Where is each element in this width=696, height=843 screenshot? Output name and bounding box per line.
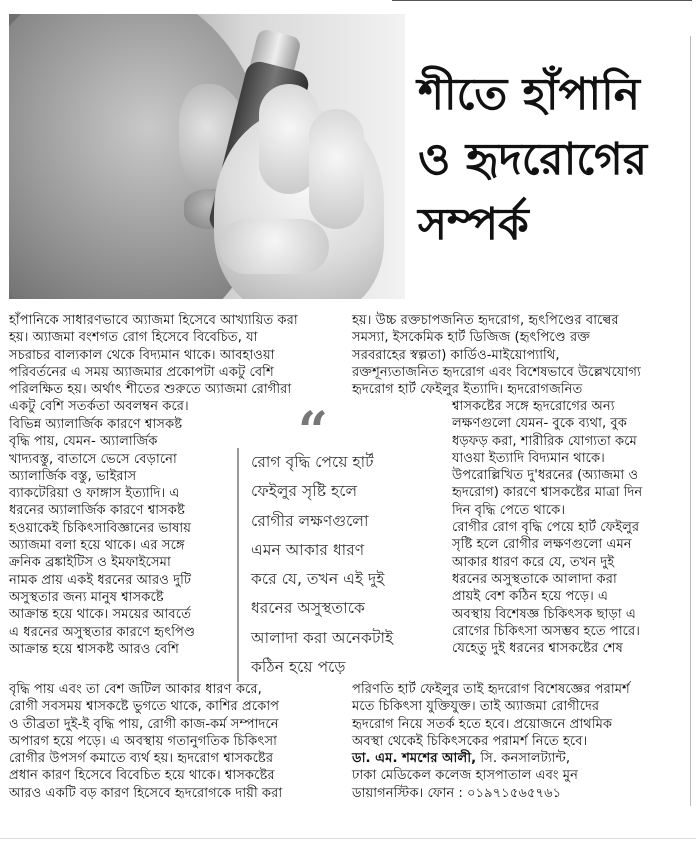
masthead-tail-rule xyxy=(392,0,692,1)
pull-quote-line: রোগীর লক্ষণগুলো xyxy=(251,511,369,530)
text-line: শ্বাসকষ্টের সঙ্গে হৃদরোগের অন্য xyxy=(452,399,615,414)
text-line: বৃদ্ধি পায়, যেমন- অ্যালার্জিক xyxy=(9,434,158,450)
text-line: হৃদরোগ) কারণে শ্বাসকষ্টের মাত্রা দিন xyxy=(452,485,643,501)
text-line: প্রধান কারণ হিসেবে বিবেচিত হয়ে থাকে। শ্বাসকষ্টের xyxy=(9,768,275,784)
article-text-top-left xyxy=(9,312,298,416)
pull-quote-line: আলাদা করা অনেকটাই xyxy=(251,628,394,647)
page-bottom-rule xyxy=(0,838,696,839)
text-line: খাদ্যবস্তু, বাতাসে ভেসে বেড়ানো xyxy=(9,451,177,467)
author-title: সি. কনসালট্যান্ট, xyxy=(476,751,571,767)
headline-line: সম্পর্ক xyxy=(418,199,529,250)
quote-mark-icon: “ xyxy=(298,401,328,462)
text-line: একটু বেশি সতর্কতা অবলম্বন করে। xyxy=(9,399,189,415)
text-line: হাঁপানিকে সাধারণভাবে অ্যাজমা হিসেবে আখ্যায়িত করা xyxy=(9,313,298,328)
column-divider xyxy=(690,36,691,806)
author-affiliation: ঢাকা মেডিকেল কলেজ হাসপাতাল এবং মুন xyxy=(352,768,578,784)
text-line: রোগীর রোগ বৃদ্ধি পেয়ে হার্ট ফেইলুর xyxy=(452,520,640,536)
text-line: পরিবর্তনের এ সময় অ্যাজমার প্রকোপটা একটু বেশি xyxy=(9,364,274,380)
text-line: যাওয়া ইত্যাদি বিদ্যমান থাকে। xyxy=(452,450,605,466)
text-line: পরিণতি হার্ট ফেইলুর তাই হৃদরোগ বিশেষজ্ঞের পরামর্শ xyxy=(352,682,630,697)
pull-quote-line: রোগ বৃদ্ধি পেয়ে হার্ট xyxy=(251,453,374,471)
text-line: মতে চিকিৎসা যুক্তিযুক্ত। তাই অ্যাজমা রোগীদের xyxy=(352,699,600,715)
article-text-bottom-left xyxy=(9,681,282,802)
text-line: রোগী সবসময় শ্বাসকষ্টে ভুগতে থাকে, কাশির প্রকোপ xyxy=(9,699,280,715)
masthead-strip xyxy=(0,0,696,12)
thumb-shape xyxy=(219,219,329,274)
text-line: আকার ধারণ করে যে, তখন দুই xyxy=(452,554,615,570)
text-line: বৃদ্ধি পায় এবং তা বেশ জটিল আকার ধারণ করে, xyxy=(9,682,262,697)
text-line: রোগীর উপসর্গ কমাতে ব্যর্থ হয়। হৃদরোগ শ্বাসকষ্টের xyxy=(9,751,274,767)
article-text-left-narrow xyxy=(9,416,195,658)
finger-shape xyxy=(309,109,364,229)
headline xyxy=(418,62,678,257)
article-photo xyxy=(9,14,405,299)
text-line: হয়। উচ্চ রক্তচাপজনিত হৃদরোগ, হৃৎপিণ্ডের বাল্বের xyxy=(352,313,619,328)
text-line: সমস্যা, ইসকেমিক হার্ট ডিজিজ (হৃৎপিণ্ডে রক্ত xyxy=(352,330,591,346)
text-line: অবস্থা থেকেই চিকিৎসকের পরামর্শ নিতে হবে। xyxy=(352,733,588,749)
text-line: অ্যাজমা বলা হয়ে থাকে। এর সঙ্গে xyxy=(9,538,185,554)
text-line: দিন বৃদ্ধি পেতে থাকে। xyxy=(452,502,566,518)
text-line: ব্যাকটেরিয়া ও ফাঙ্গাস ইত্যাদি। এ xyxy=(9,486,180,502)
text-line: নামক প্রায় একই ধরনের আরও দুটি xyxy=(9,572,192,588)
text-line: অ্যালার্জিক বস্তু, ভাইরাস xyxy=(9,468,137,484)
headline-line: ও হৃদরোগের xyxy=(418,134,648,185)
text-line: সচরাচর বাল্যকাল থেকে বিদ্যমান থাকে। আবহাওয়া xyxy=(9,347,275,363)
headline-line: শীতে হাঁপানি xyxy=(418,69,640,120)
text-line: আক্রান্ত হয়ে শ্বাসকষ্ট আরও বেশি xyxy=(9,641,179,657)
text-line: ও তীব্রতা দুই-ই বৃদ্ধি পায়, রোগী কাজ-কর্ম সম্পাদনে xyxy=(9,716,279,732)
text-line: অসুস্থতার জন্য মানুষ শ্বাসকষ্টে xyxy=(9,589,164,605)
text-line: আরও একটি বড় কারণ হিসেবে হৃদরোগকে দায়ী করা xyxy=(9,785,283,801)
masthead-rule xyxy=(30,0,390,8)
text-line: হওয়াকেই চিকিৎসাবিজ্ঞানের ভাষায় xyxy=(9,520,191,536)
text-line: ক্রনিক ব্রঙ্কাইটিস ও ইমফাইসেমা xyxy=(9,555,171,571)
text-line: অবস্থায় বিশেষজ্ঞ চিকিৎসক ছাড়া এ xyxy=(452,606,636,622)
text-line: হয়। অ্যাজমা বংশগত রোগ হিসেবে বিবেচিত, যা xyxy=(9,330,258,346)
author-contact: ডায়াগনস্টিক। ফোন : ০১৯৭১৫৬৫৭৬১ xyxy=(352,785,562,801)
text-line: রোগের চিকিৎসা অসম্ভব হতে পারে। xyxy=(452,623,640,639)
text-line: অপারগ হয়ে পড়ে। এ অবস্থায় গতানুগতিক চিকিৎসা xyxy=(9,733,277,749)
text-line: লক্ষণগুলো যেমন- বুকে ব্যথা, বুক xyxy=(452,416,627,432)
text-line: যেহেতু দুই ধরনের শ্বাসকষ্টের শেষ xyxy=(452,641,623,657)
text-line: হৃদরোগ হার্ট ফেইলুর ইত্যাদি। হৃদরোগজনিত xyxy=(352,382,583,398)
text-line: প্রায়ই বেশ কঠিন হয়ে পড়ে। এ xyxy=(452,589,609,605)
pull-quote-line: ফেইলুর সৃষ্টি হলে xyxy=(251,482,358,501)
article-text-top-right xyxy=(352,312,641,398)
text-line: এ ধরনের অসুস্থতার কারণে হৃৎপিণ্ড xyxy=(9,624,196,640)
text-line: বিভিন্ন অ্যালার্জিক কারণে শ্বাসকষ্ট xyxy=(9,417,183,432)
text-line: ধড়ফড় করা, শারীরিক যোগ্যতা কমে xyxy=(452,433,637,449)
text-line: রক্তশূন্যতাজনিত হৃদরোগ এবং বিশেষভাবে উল্লেখযোগ্য xyxy=(352,364,641,380)
pull-quote xyxy=(237,448,393,682)
pull-quote-line: করে যে, তখন এই দুই xyxy=(251,570,385,589)
text-line: পরিলক্ষিত হয়। অর্থাৎ শীতের শুরুতে অ্যাজমা রোগীরা xyxy=(9,382,292,398)
pull-quote-line: কঠিন হয়ে পড়ে xyxy=(251,658,346,677)
text-line: সৃষ্টি হলে রোগীর লক্ষণগুলো এমন xyxy=(452,537,632,553)
pull-quote-line: ধরনের অসুস্থতাকে xyxy=(251,599,365,618)
article-text-right-narrow xyxy=(452,398,642,657)
text-line: হৃদরোগ নিয়ে সতর্ক হতে হবে। প্রয়োজনে প্রাথমিক xyxy=(352,716,613,732)
article-text-bottom-right xyxy=(352,681,630,802)
author-byline xyxy=(352,750,630,767)
text-line: আক্রান্ত হয়ে থাকে। সময়ের আবর্তে xyxy=(9,607,191,623)
pull-quote-line: এমন আকার ধারণ xyxy=(251,540,365,559)
text-line: উপরোল্লিখিত দু'ধরনের (অ্যাজমা ও xyxy=(452,468,639,484)
author-name: ডা. এম. শমশের আলী, xyxy=(352,751,477,767)
text-line: ধরনের অ্যালার্জিক কারণে শ্বাসকষ্ট xyxy=(9,503,185,519)
text-line: ধরনের অসুস্থতাকে আলাদা করা xyxy=(452,571,617,587)
text-line: সরবরাহের স্বল্পতা) কার্ডিও-মাইয়োপ্যাথি, xyxy=(352,347,560,363)
